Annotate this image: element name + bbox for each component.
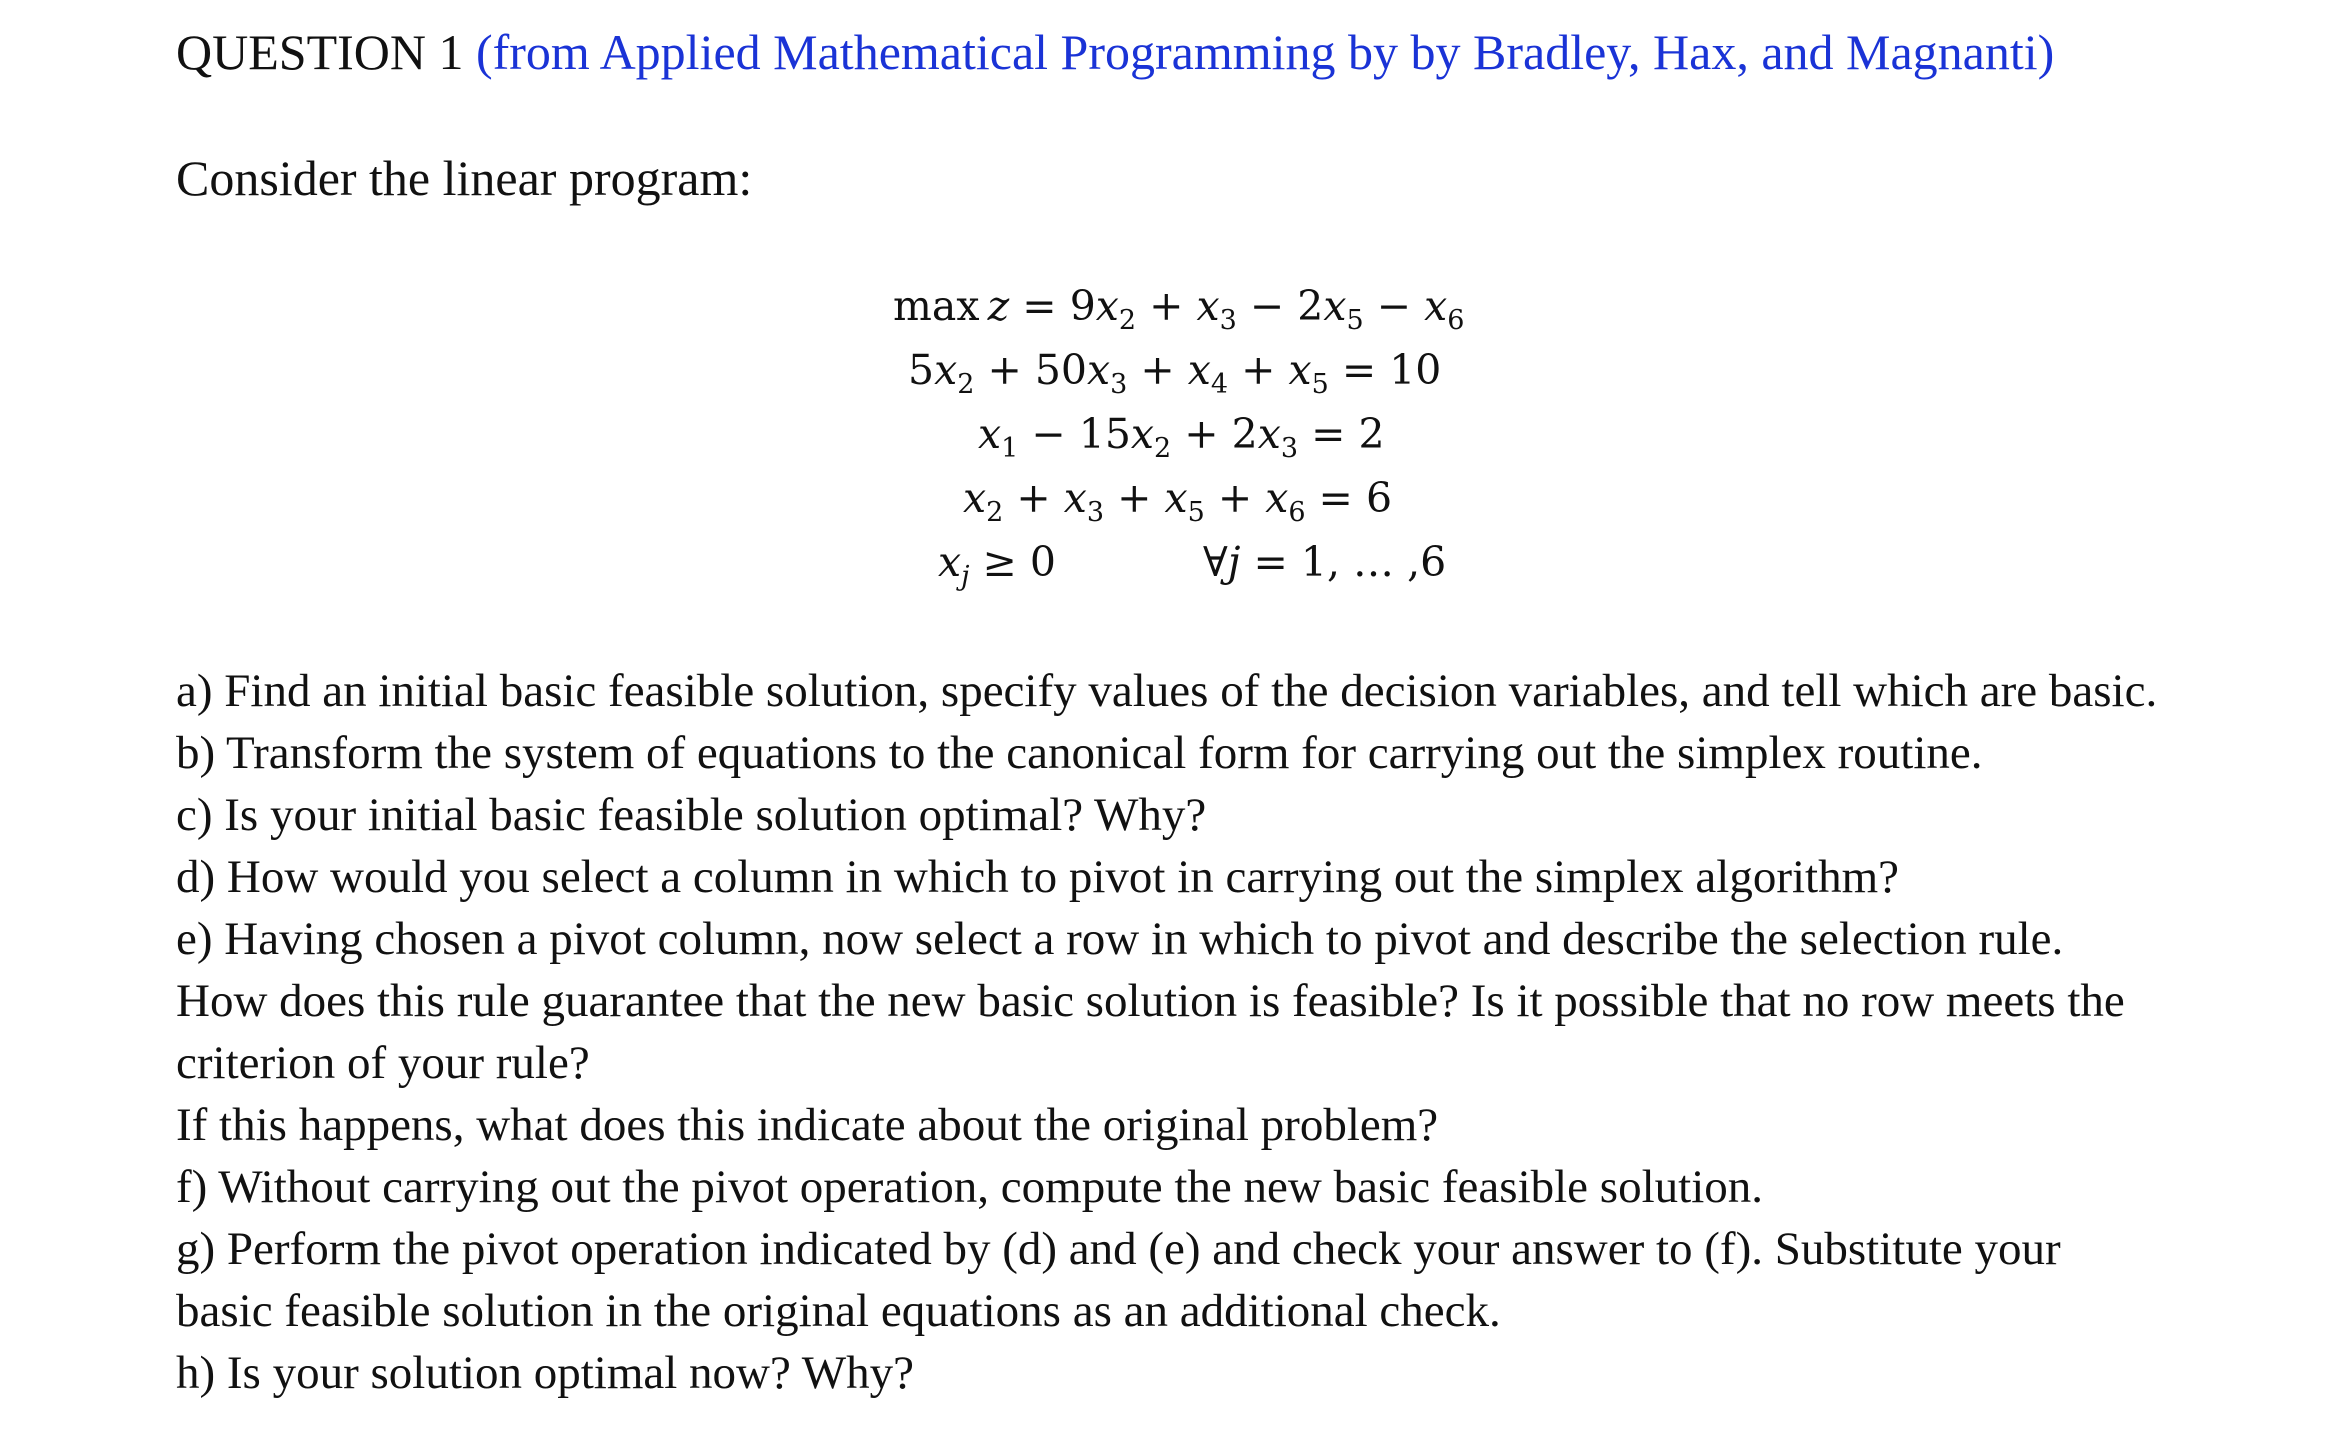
index-range: ∀j = 1, … ,6	[1203, 538, 1447, 586]
question-e-continued-3: If this happens, what does this indicate about the original problem?	[176, 1099, 1439, 1151]
question-c: c) Is your initial basic feasible solution optimal? Why?	[176, 789, 1207, 841]
question-g-continued: basic feasible solution in the original equations as an additional check.	[176, 1285, 1501, 1337]
intro-text: Consider the linear program:	[176, 150, 753, 206]
question-e-continued-1: How does this rule guarantee that the new basic solution is feasible? Is it possible that no row meets the	[176, 975, 2125, 1027]
question-b: b) Transform the system of equations to the canonical form for carrying out the simplex routine.	[176, 727, 1983, 779]
objective-function: $\max z = 9x_2 + x_3 - 2x_5 - x_6$	[893, 282, 1465, 336]
nonnegativity-constraint: $x_j \ge 0$	[938, 538, 1057, 592]
question-number: QUESTION 1	[176, 24, 464, 80]
question-e: e) Having chosen a pivot column, now select a row in which to pivot and describe the selection rule.	[176, 913, 2064, 965]
question-g: g) Perform the pivot operation indicated by (d) and (e) and check your answer to (f). Substitute your	[176, 1223, 2061, 1275]
question-d: d) How would you select a column in which to pivot in carrying out the simplex algorithm?	[176, 851, 1900, 903]
question-f: f) Without carrying out the pivot operation, compute the new basic feasible solution.	[176, 1161, 1764, 1213]
question-a: a) Find an initial basic feasible solution, specify values of the decision variables, and tell which are basic.	[176, 665, 2158, 717]
constraint-1: $5x_2 + 50x_3 + x_4 + x_5 = 10$	[908, 346, 1442, 400]
constraint-2: $x_1 - 15x_2 + 2x_3 = 2$	[978, 410, 1385, 464]
question-source: (from Applied Mathematical Programming by by Bradley, Hax, and Magnanti)	[475, 24, 2055, 80]
question-e-continued-2: criterion of your rule?	[176, 1037, 590, 1089]
question-heading	[176, 22, 2054, 82]
constraint-3: $x_2 + x_3 + x_5 + x_6 = 6$	[963, 474, 1393, 528]
question-h: h) Is your solution optimal now? Why?	[176, 1347, 914, 1399]
question-list	[176, 660, 2296, 1404]
